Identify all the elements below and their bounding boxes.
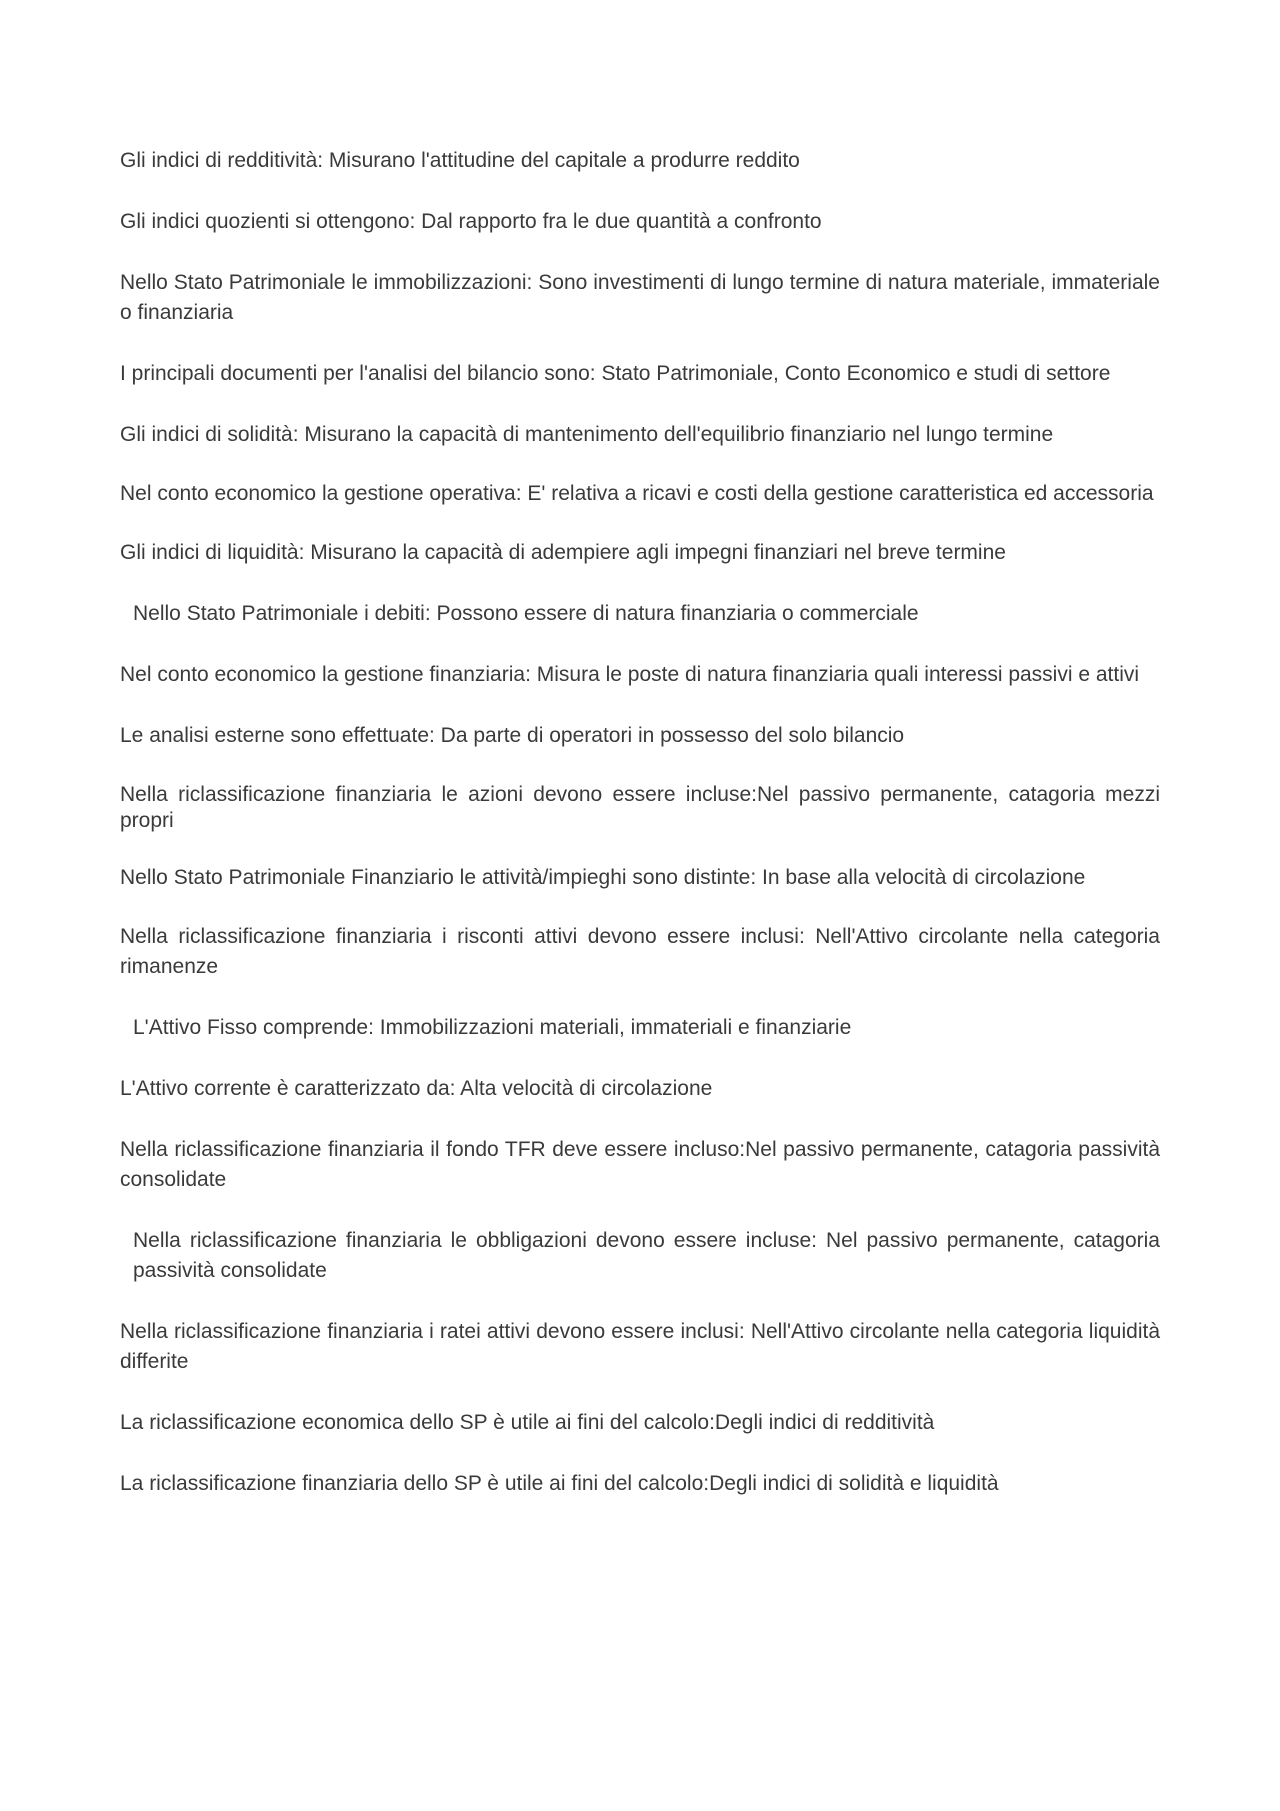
paragraph-13: Nella riclassificazione finanziaria i risconti attivi devono essere inclusi: Nell'Attivo circolante nella categoria rimanenze [120,925,1160,978]
paragraph-5: Gli indici di solidità: Misurano la capacità di mantenimento dell'equilibrio finanziario nel lungo termine [120,423,1054,446]
paragraph-18: Nella riclassificazione finanziaria i ratei attivi devono essere inclusi: Nell'Attivo circolante nella categoria liquidità differite [120,1320,1160,1373]
paragraph-11: Nella riclassificazione finanziaria le azioni devono essere incluse:Nel passivo permanente, catagoria mezzi propri [120,783,1160,832]
paragraph-8: Nello Stato Patrimoniale i debiti: Possono essere di natura finanziaria o commerciale [133,602,919,625]
paragraph-19: La riclassificazione economica dello SP è utile ai fini del calcolo:Degli indici di redditività [120,1411,935,1434]
paragraph-9: Nel conto economico la gestione finanziaria: Misura le poste di natura finanziaria quali interessi passivi e attivi [120,663,1140,686]
paragraph-4: I principali documenti per l'analisi del bilancio sono: Stato Patrimoniale, Conto Economico e studi di settore [120,362,1111,385]
paragraph-7: Gli indici di liquidità: Misurano la capacità di adempiere agli impegni finanziari nel breve termine [120,541,1006,564]
paragraph-16: Nella riclassificazione finanziaria il fondo TFR deve essere incluso:Nel passivo permanente, catagoria passività consolidate [120,1138,1160,1191]
paragraph-20: La riclassificazione finanziaria dello SP è utile ai fini del calcolo:Degli indici di solidità e liquidità [120,1472,999,1495]
paragraph-6: Nel conto economico la gestione operativa: E' relativa a ricavi e costi della gestione caratteristica ed accessoria [120,482,1154,505]
paragraph-17: Nella riclassificazione finanziaria le obbligazioni devono essere incluse: Nel passivo permanente, catagoria passività consolidate [133,1229,1160,1282]
document-body [120,146,1160,1530]
paragraph-10: Le analisi esterne sono effettuate: Da parte di operatori in possesso del solo bilancio [120,724,905,747]
paragraph-1: Gli indici di redditività: Misurano l'attitudine del capitale a produrre reddito [120,149,800,172]
paragraph-15: L'Attivo corrente è caratterizzato da: Alta velocità di circolazione [120,1077,713,1100]
paragraph-2: Gli indici quozienti si ottengono: Dal rapporto fra le due quantità a confronto [120,210,822,233]
paragraph-3: Nello Stato Patrimoniale le immobilizzazioni: Sono investimenti di lungo termine di natura materiale, immateriale o finanziaria [120,271,1160,324]
paragraph-14: L'Attivo Fisso comprende: Immobilizzazioni materiali, immateriali e finanziarie [133,1016,852,1039]
paragraph-12: Nello Stato Patrimoniale Finanziario le attività/impieghi sono distinte: In base alla velocità di circolazione [120,866,1086,889]
